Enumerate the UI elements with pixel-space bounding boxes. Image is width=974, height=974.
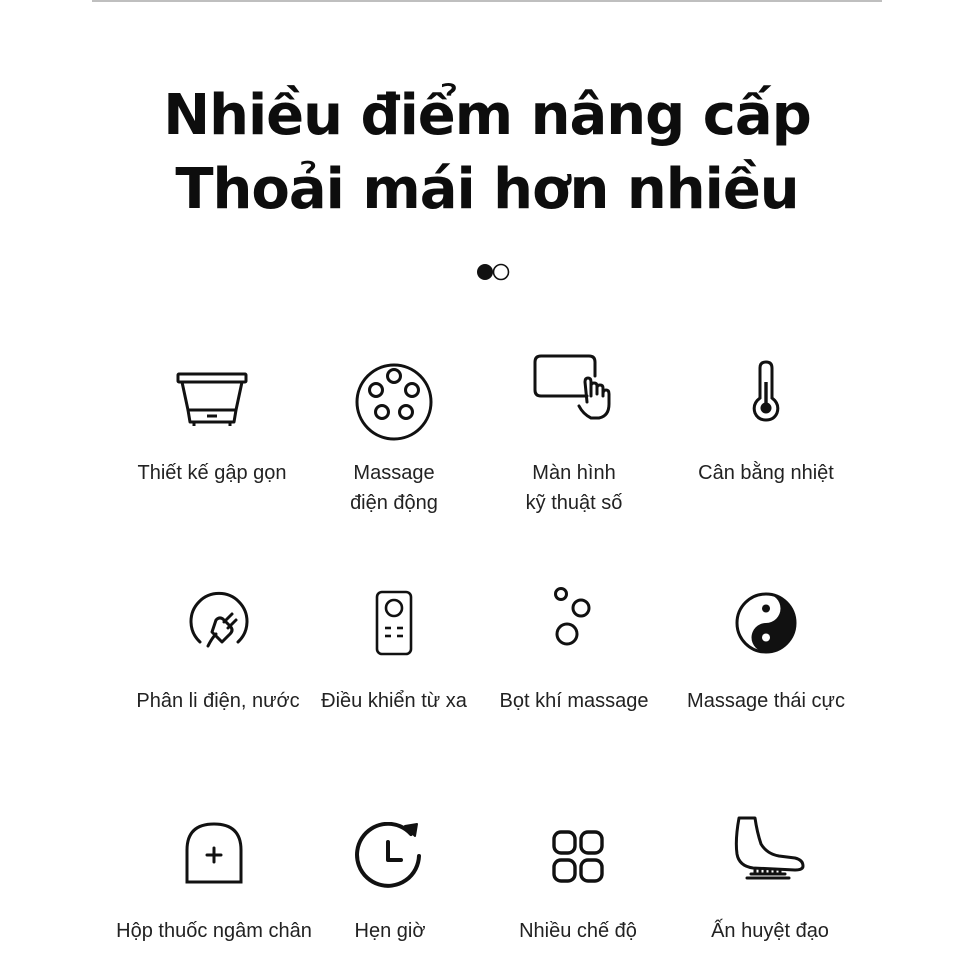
power-plug-icon — [186, 590, 250, 654]
thermometer-icon — [746, 360, 786, 424]
feature-label: Thiết kế gập gọn — [137, 462, 287, 484]
feature-label: Điều khiển từ xa — [321, 690, 467, 712]
headline-line-2: Thoải mái hơn nhiều — [175, 157, 799, 222]
feature-label: Massage điện động — [350, 462, 438, 514]
yin-yang-icon — [735, 592, 797, 654]
feature-label: Hộp thuốc ngâm chân — [116, 920, 312, 942]
headline-line-1: Nhiều điểm nâng cấp — [163, 83, 811, 148]
feature-label: Bọt khí massage — [499, 690, 649, 712]
feature-label: Phân li điện, nước — [136, 690, 300, 712]
remote-control-icon — [374, 590, 414, 656]
massage-roller-icon — [354, 362, 434, 442]
bubbles-icon — [549, 584, 599, 650]
feature-label: Nhiều chế độ — [519, 920, 637, 942]
feature-label: Hẹn giờ — [354, 920, 426, 942]
touch-screen-icon — [531, 352, 617, 422]
feature-label: Cân bằng nhiệt — [698, 462, 834, 484]
feature-label: Màn hình kỹ thuật số — [525, 462, 623, 514]
feature-label: Massage thái cực — [687, 690, 845, 712]
timer-clock-icon — [355, 822, 425, 892]
folding-basin-icon — [174, 370, 250, 430]
medicine-box-icon — [184, 822, 244, 886]
foot-acupressure-icon — [733, 816, 807, 886]
modes-grid-icon — [552, 830, 604, 884]
feature-label: Ấn huyệt đạo — [711, 920, 829, 942]
